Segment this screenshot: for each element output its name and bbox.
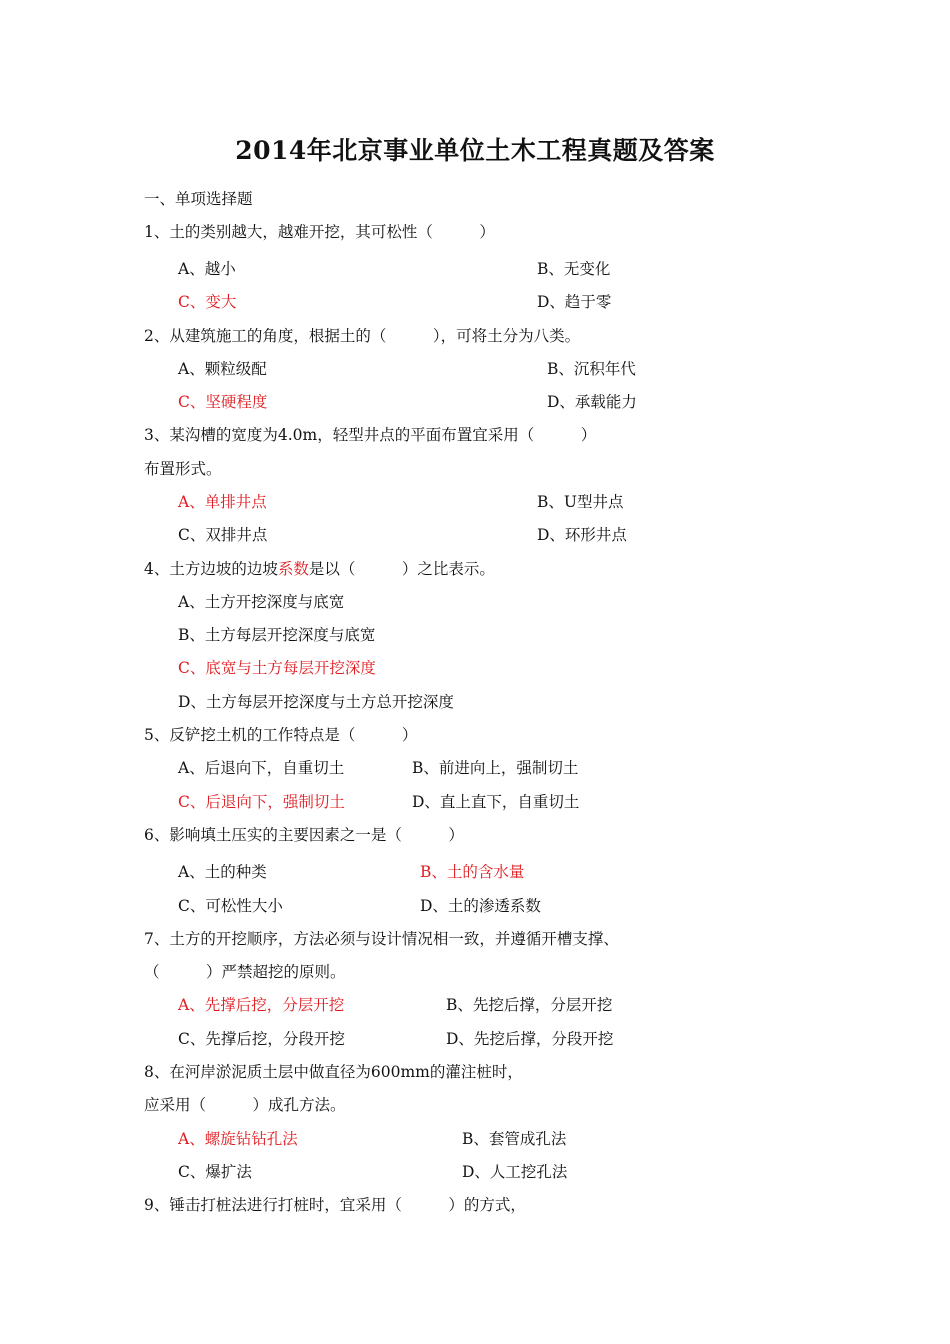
question-1: 1、土的类别越大，越难开挖，其可松性（ ） — [144, 223, 495, 241]
question-3-line-2: 布置形式。 — [144, 460, 222, 478]
q1-option-b: B、无变化 — [537, 260, 611, 278]
q2-option-c-answer: C、坚硬程度 — [178, 393, 268, 411]
q4-option-b: B、土方每层开挖深度与底宽 — [178, 626, 376, 644]
q1-option-c-answer: C、变大 — [178, 293, 237, 311]
q2-option-b: B、沉积年代 — [547, 360, 636, 378]
question-4 — [144, 559, 495, 579]
section-heading: 一、单项选择题 — [144, 190, 253, 208]
question-7-line-1: 7、土方的开挖顺序，方法必须与设计情况相一致，并遵循开槽支撑、 — [144, 930, 619, 948]
q3-option-b: B、U型井点 — [537, 493, 624, 511]
q5-option-b: B、前进向上，强制切土 — [412, 759, 579, 777]
q3-option-d: D、环形井点 — [537, 526, 627, 544]
q8-option-a-answer: A、螺旋钻钻孔法 — [178, 1130, 298, 1148]
question-2: 2、从建筑施工的角度，根据土的（ ），可将土分为八类。 — [144, 327, 581, 345]
question-6: 6、影响填土压实的主要因素之一是（ ） — [144, 826, 464, 844]
q5-option-c-answer: C、后退向下，强制切土 — [178, 793, 345, 811]
question-3-line-1: 3、某沟槽的宽度为4.0m，轻型井点的平面布置宜采用（ ） — [144, 426, 597, 444]
q7-option-c: C、先撑后挖，分段开挖 — [178, 1030, 345, 1048]
q8-option-c: C、爆扩法 — [178, 1163, 252, 1181]
q6-option-d: D、土的渗透系数 — [420, 897, 541, 915]
q1-option-a: A、越小 — [178, 260, 236, 278]
q4-option-c-answer: C、底宽与土方每层开挖深度 — [178, 659, 376, 677]
question-5: 5、反铲挖土机的工作特点是（ ） — [144, 726, 418, 744]
q5-option-d: D、直上直下，自重切土 — [412, 793, 580, 811]
q3-option-a-answer: A、单排井点 — [178, 493, 267, 511]
q7-option-b: B、先挖后撑，分层开挖 — [446, 996, 613, 1014]
question-9: 9、锤击打桩法进行打桩时，宜采用（ ）的方式， — [144, 1196, 526, 1214]
q4-option-d: D、土方每层开挖深度与土方总开挖深度 — [178, 693, 454, 711]
q6-option-c: C、可松性大小 — [178, 897, 283, 915]
question-8-line-1: 8、在河岸淤泥质土层中做直径为600mm的灌注桩时， — [144, 1063, 523, 1081]
q1-option-d: D、趋于零 — [537, 293, 612, 311]
question-8-line-2: 应采用（ ）成孔方法。 — [144, 1096, 346, 1114]
question-7-line-2: （ ）严禁超挖的原则。 — [144, 963, 346, 981]
q3-option-c: C、双排井点 — [178, 526, 268, 544]
q2-option-d: D、承载能力 — [547, 393, 637, 411]
question-4-text-end: 是以（ ）之比表示。 — [308, 560, 495, 578]
q5-option-a: A、后退向下，自重切土 — [178, 759, 345, 777]
q7-option-a-answer: A、先撑后挖，分层开挖 — [178, 996, 345, 1014]
q8-option-b: B、套管成孔法 — [462, 1130, 567, 1148]
q6-option-a: A、土的种类 — [178, 863, 267, 881]
question-4-text-start: 4、土方边坡的边坡 — [144, 560, 278, 578]
question-4-highlight: 系数 — [277, 560, 309, 578]
q6-option-b-answer: B、土的含水量 — [420, 863, 525, 881]
q2-option-a: A、颗粒级配 — [178, 360, 267, 378]
document-title: 2014年北京事业单位土木工程真题及答案 — [235, 136, 715, 165]
q4-option-a: A、土方开挖深度与底宽 — [178, 593, 345, 611]
q8-option-d: D、人工挖孔法 — [462, 1163, 568, 1181]
q7-option-d: D、先挖后撑，分段开挖 — [446, 1030, 614, 1048]
